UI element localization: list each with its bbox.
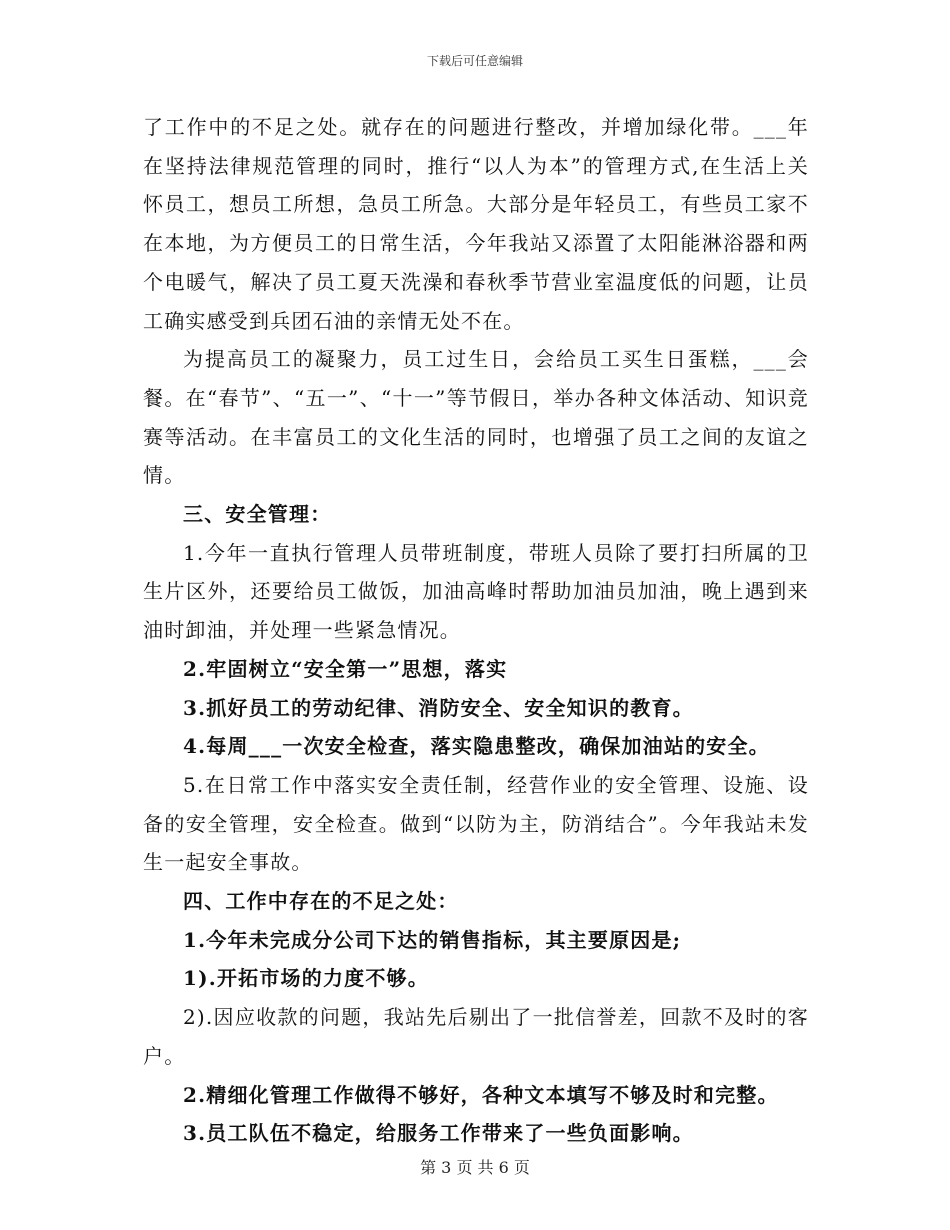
shortcoming-item-1: 1.今年未完成分公司下达的销售指标，其主要原因是; — [183, 927, 682, 952]
shortcoming-item-2: 2.精细化管理工作做得不够好，各种文本填写不够及时和完整。 — [183, 1082, 779, 1107]
paragraph-cohesion: 为提高员工的凝聚力，员工过生日，会给员工买生日蛋糕，___会餐。在“春节”、“五一”、“十一”等节假日，举办各种文体活动、知识竞赛等活动。在丰富员工的文化生活的同时，也增强了员工之间的友谊之情。 — [143, 347, 809, 488]
safety-item-3: 3.抓好员工的劳动纪律、消防安全、安全知识的教育。 — [183, 695, 694, 720]
page-footer: 第 3 页 共 6 页 — [420, 1158, 530, 1177]
section-heading-safety: 三、安全管理： — [183, 502, 332, 527]
safety-item-5: 5.在日常工作中落实安全责任制，经营作业的安全管理、设施、设备的安全管理，安全检查。做到“以防为主，防消结合”。今年我站未发生一起安全事故。 — [143, 772, 809, 875]
shortcoming-item-3: 3.员工队伍不稳定，给服务工作带来了一些负面影响。 — [183, 1121, 694, 1146]
safety-item-2: 2.牢固树立“安全第一”思想，落实 — [183, 656, 508, 681]
shortcoming-subitem-2: 2).因应收款的问题，我站先后剔出了一批信誉差，回款不及时的客户。 — [143, 1005, 809, 1068]
paragraph-employee-care: 了工作中的不足之处。就存在的问题进行整改，并增加绿化带。___年在坚持法律规范管理的同时，推行“以人为本”的管理方式,在生活上关怀员工，想员工所想，急员工所急。大部分是年轻员工，有些员工家不在本地，为方便员工的日常生活，今年我站又添置了太阳能淋浴器和两个电暖气，解决了员工夏天洗澡和春秋季节营业室温度低的问题，让员工确实感受到兵团石油的亲情无处不在。 — [143, 115, 809, 333]
page-header: 下载后可任意编辑 — [426, 54, 523, 68]
shortcoming-subitem-1: 1).开拓市场的力度不够。 — [183, 966, 429, 991]
safety-item-1: 1.今年一直执行管理人员带班制度，带班人员除了要打扫所属的卫生片区外，还要给员工做饭，加油高峰时帮助加油员加油，晚上遇到来油时卸油，并处理一些紧急情况。 — [143, 540, 809, 643]
document-body — [143, 108, 809, 1153]
section-heading-shortcomings: 四、工作中存在的不足之处： — [183, 889, 459, 914]
safety-item-4: 4.每周___一次安全检查，落实隐患整改，确保加油站的安全。 — [183, 734, 770, 759]
